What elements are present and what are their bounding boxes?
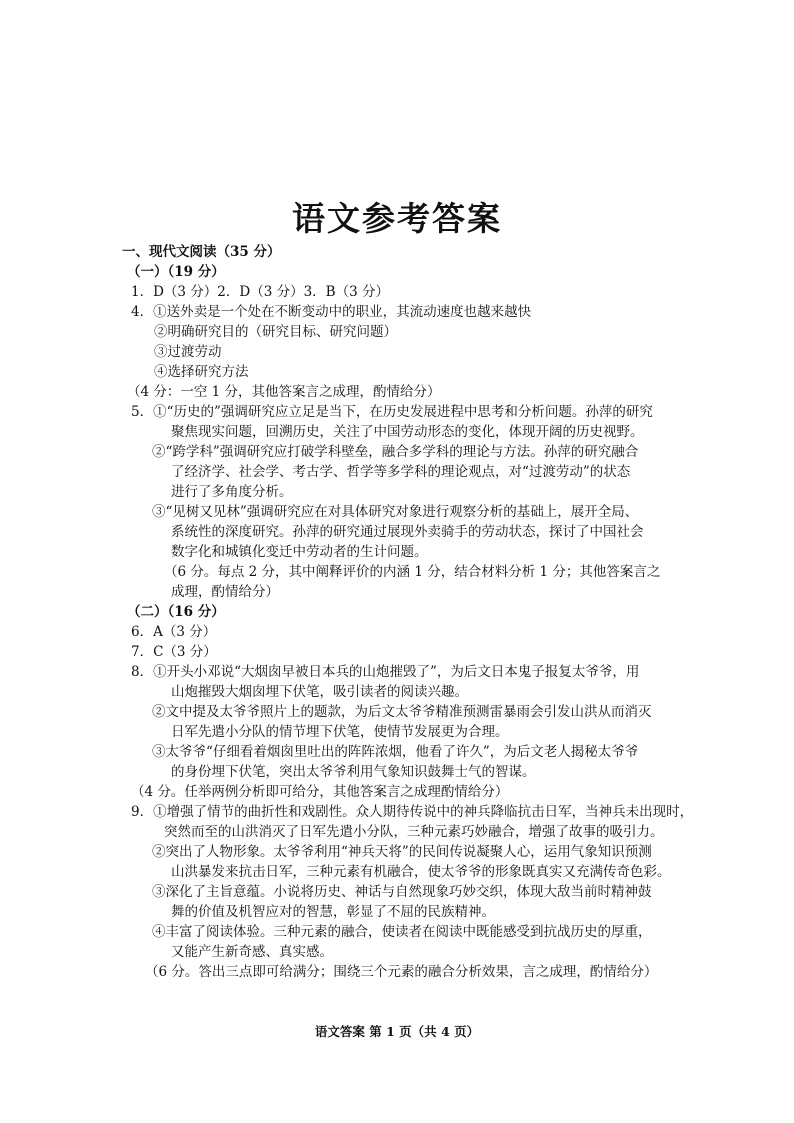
answer-line: ②明确研究目的（研究目标、研究问题） — [154, 324, 397, 340]
answer-line: 1．D（3 分）2．D（3 分）3．B（3 分） — [131, 284, 389, 300]
answer-line: ③“见树又见林”强调研究应在对具体研究对象进行观察分析的基础上，展开全局、 — [152, 504, 639, 520]
answer-line: 5．①“历史的”强调研究应立足是当下，在历史发展进程中思考和分析问题。孙萍的研究 — [131, 404, 653, 420]
answer-line: 突然而至的山洪消灭了日军先遣小分队，三种元素巧妙融合，增强了故事的吸引力。 — [164, 824, 664, 840]
scoring-note: （4 分：一空 1 分，其他答案言之成理，酌情给分） — [127, 384, 441, 400]
answer-line: 的身份埋下伏笔，突出太爷爷利用气象知识鼓舞士气的智谋。 — [171, 764, 536, 780]
scoring-note: （4 分。任举两例分析即可给分，其他答案言之成理酌情给分） — [131, 784, 509, 800]
answer-line: ②文中提及太爷爷照片上的题款，为后文太爷爷精准预测雷暴雨会引发山洪从而消灭 — [152, 704, 652, 720]
answer-line: ②“跨学科”强调研究应打破学科壁垒，融合多学科的理论与方法。孙萍的研究融合 — [152, 444, 639, 460]
scoring-note: 成理，酌情给分） — [171, 584, 279, 600]
answer-line: 系统性的深度研究。孙萍的研究通过展现外卖骑手的劳动状态，探讨了中国社会 — [171, 524, 644, 540]
answer-line: 聚焦现实问题，回溯历史，关注了中国劳动形态的变化，体现开阔的历史视野。 — [171, 424, 644, 440]
answer-line: 又能产生新奇感、真实感。 — [171, 944, 333, 960]
answer-line: 7．C（3 分） — [131, 644, 217, 660]
answer-line: 舞的价值及机智应对的智慧，彰显了不屈的民族精神。 — [171, 904, 495, 920]
page-title: 语文参考答案 — [292, 199, 502, 238]
answer-line: ③过渡劳动 — [154, 344, 222, 360]
answer-line: 6．A（3 分） — [131, 624, 217, 640]
answer-line: 数字化和城镇化变迁中劳动者的生计问题。 — [171, 544, 428, 560]
answer-line: 4．①送外卖是一个处在不断变动中的职业，其流动速度也越来越快 — [131, 304, 532, 320]
answer-line: 8．①开头小邓说“大烟囱早被日本兵的山炮摧毁了”，为后文日本鬼子报复太爷爷，用 — [131, 664, 640, 680]
answer-line: ③太爷爷“仔细看着烟囱里吐出的阵阵浓烟，他看了许久”，为后文老人揭秘太爷爷 — [152, 744, 639, 760]
answer-line: 进行了多角度分析。 — [171, 484, 293, 500]
scoring-note: （6 分。每点 2 分，其中阐释评价的内涵 1 分，结合材料分析 1 分；其他答案言之 — [164, 564, 661, 580]
subsection-heading: （二）（16 分） — [127, 604, 225, 620]
page-footer: 语文答案 第 1 页（共 4 页） — [314, 1024, 480, 1039]
scoring-note: （6 分。答出三点即可给满分；围绕三个元素的融合分析效果，言之成理，酌情给分） — [145, 964, 658, 980]
subsection-heading: （一）（19 分） — [127, 264, 225, 280]
answer-line: 了经济学、社会学、考古学、哲学等多学科的理论观点，对“过渡劳动”的状态 — [171, 464, 631, 480]
answer-line: ④选择研究方法 — [154, 364, 249, 380]
answer-line: ④丰富了阅读体验。三种元素的融合，使读者在阅读中既能感受到抗战历史的厚重， — [152, 924, 652, 940]
answer-line: 日军先遣小分队的情节埋下伏笔，使情节发展更为合理。 — [171, 724, 509, 740]
section-heading: 一、现代文阅读（35 分） — [122, 244, 281, 260]
answer-line: 9．①增强了情节的曲折性和戏剧性。众人期待传说中的神兵降临抗击日军，当神兵未出现时， — [131, 804, 694, 820]
answer-line: 山炮摧毁大烟囱埋下伏笔，吸引读者的阅读兴趣。 — [171, 684, 468, 700]
answer-line: 山洪暴发来抗击日军，三种元素有机融合，使太爷爷的形象既真实又充满传奇色彩。 — [171, 864, 671, 880]
answer-line: ③深化了主旨意蕴。小说将历史、神话与自然现象巧妙交织，体现大敌当前时精神鼓 — [152, 884, 652, 900]
answer-line: ②突出了人物形象。太爷爷利用“神兵天将”的民间传说凝聚人心，运用气象知识预测 — [152, 844, 652, 860]
